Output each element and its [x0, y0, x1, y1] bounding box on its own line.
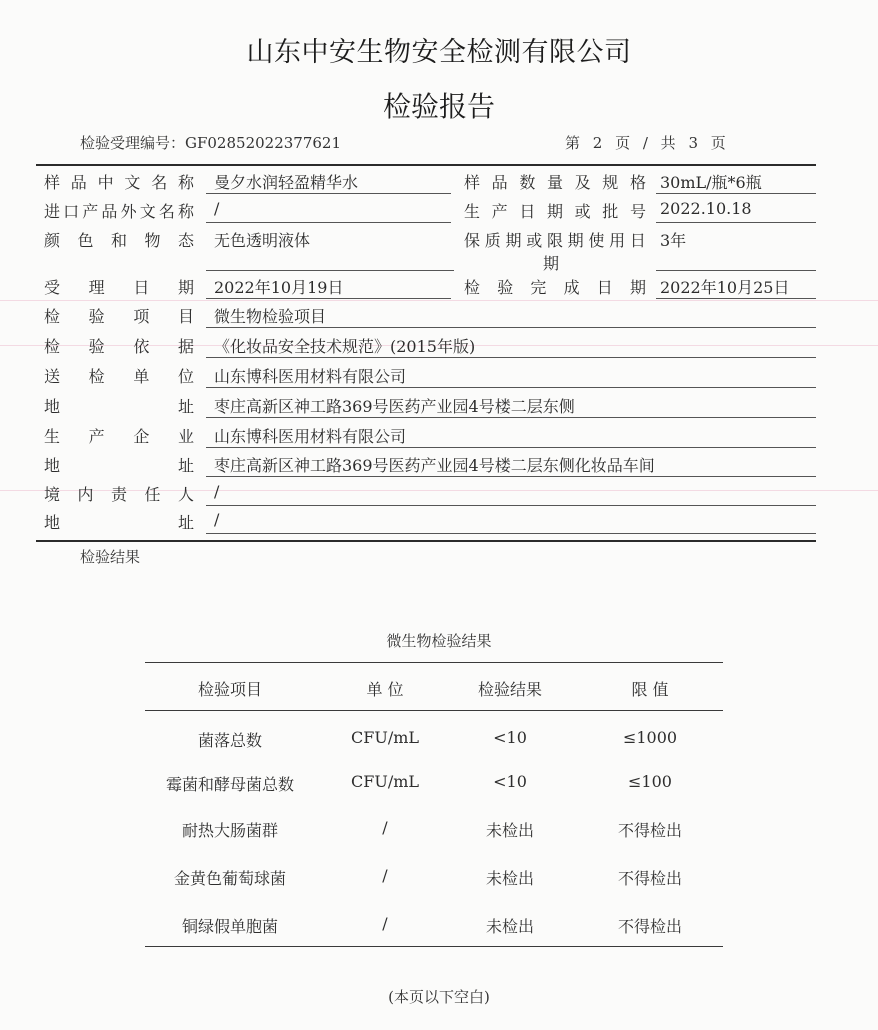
rule [656, 270, 816, 271]
shelf-label-cont: 期 [543, 254, 560, 273]
spread-label [464, 170, 646, 193]
label-char: 态 [177, 231, 194, 250]
table-cell: 耐热大肠菌群 [181, 821, 278, 840]
company-name: 山东中安生物安全检测有限公司 [246, 37, 632, 68]
label-char: 和 [110, 231, 127, 250]
label-char: 物 [144, 231, 161, 250]
label-char: 业 [177, 427, 194, 446]
responsible-address: / [206, 510, 816, 534]
spread-label [44, 453, 194, 476]
label-char: 验 [88, 307, 105, 326]
results-label: 检验结果 [80, 548, 141, 566]
label-char: 文 [139, 202, 156, 221]
table-cell: 未检出 [485, 821, 534, 840]
label-char: 责 [110, 485, 127, 504]
label-char: 文 [124, 173, 141, 192]
label-char: 受 [44, 278, 61, 297]
label-char: 号 [629, 202, 646, 221]
spread-label [44, 424, 194, 447]
sample-quantity: 30mL/瓶*6瓶 [656, 170, 816, 194]
label-char: 使 [588, 231, 605, 250]
label-char: 日 [596, 278, 613, 297]
label-char: 数 [519, 173, 536, 192]
table-cell: ≤1000 [622, 728, 678, 747]
spread-label [44, 394, 194, 417]
label-char: 外 [120, 202, 137, 221]
label-char: 色 [77, 231, 94, 250]
label-char: 完 [530, 278, 547, 297]
label-char: 送 [44, 367, 61, 386]
label-char: 地 [44, 456, 61, 475]
spread-label [464, 199, 646, 222]
label-char: 期 [629, 278, 646, 297]
label-char: 检 [464, 278, 481, 297]
accept-number: 检验受理编号：GF02852022377621 [80, 134, 341, 152]
table-cell: ≤100 [628, 772, 672, 791]
production-date: 2022.10.18 [656, 199, 816, 223]
label-char: 用 [609, 231, 626, 250]
table-header-cell: 限 值 [631, 680, 669, 699]
label-char: 产 [82, 202, 99, 221]
test-basis: 《化妆品安全技术规范》(2015年版) [206, 334, 816, 358]
label-char: 内 [77, 485, 94, 504]
responsible-person: / [206, 482, 816, 506]
label-char: 境 [44, 485, 61, 504]
spread-label [464, 228, 646, 251]
label-char: 样 [464, 173, 481, 192]
table-header-cell: 检验结果 [477, 680, 542, 699]
test-item: 微生物检验项目 [206, 304, 816, 328]
label-char: 保 [464, 231, 481, 250]
label-char: 称 [177, 173, 194, 192]
shelf-life: 3年 [660, 231, 687, 250]
label-char: 品 [491, 173, 508, 192]
label-char: 单 [133, 367, 150, 386]
label-char: 依 [133, 337, 150, 356]
product-name: 曼夕水润轻盈精华水 [206, 170, 451, 194]
label-char: 批 [602, 202, 619, 221]
spread-label [464, 275, 646, 298]
label-char: 位 [177, 367, 194, 386]
label-char: 检 [44, 337, 61, 356]
label-char: 据 [177, 337, 194, 356]
label-char: 规 [602, 173, 619, 192]
manufacturer: 山东博科医用材料有限公司 [206, 424, 816, 448]
spread-label [44, 482, 194, 505]
table-cell: CFU/mL [350, 728, 419, 747]
table-cell: 未检出 [485, 869, 534, 888]
table-cell: 不得检出 [617, 869, 682, 888]
report-title: 检验报告 [382, 90, 495, 123]
label-char: 限 [546, 231, 563, 250]
label-char: 验 [88, 337, 105, 356]
label-char: 期 [177, 278, 194, 297]
label-char: 名 [158, 202, 175, 221]
label-char: 名 [151, 173, 168, 192]
rule [206, 270, 454, 271]
label-char: 检 [88, 367, 105, 386]
table-top-rule [145, 662, 723, 663]
label-char: 地 [44, 397, 61, 416]
sender-address: 枣庄高新区神工路369号医药产业园4号楼二层东侧 [206, 394, 816, 418]
table-cell: / [382, 914, 388, 933]
label-char: 称 [177, 202, 194, 221]
label-char: 人 [177, 485, 194, 504]
sender-unit: 山东博科医用材料有限公司 [206, 364, 816, 388]
label-char: 验 [497, 278, 514, 297]
spread-label [44, 228, 194, 251]
info-top-rule [36, 164, 816, 166]
label-char: 生 [464, 202, 481, 221]
label-char: 质 [484, 231, 501, 250]
table-cell: 不得检出 [617, 821, 682, 840]
spread-label [44, 334, 194, 357]
label-char: 日 [519, 202, 536, 221]
table-cell: 不得检出 [617, 917, 682, 936]
spread-label [44, 170, 194, 193]
table-cell: / [382, 818, 388, 837]
table-cell: 菌落总数 [197, 731, 262, 750]
table-cell: 未检出 [485, 917, 534, 936]
color-state: 无色透明液体 [214, 231, 311, 250]
label-char: 品 [101, 202, 118, 221]
label-char: 项 [133, 307, 150, 326]
label-char: 及 [574, 173, 591, 192]
spread-label [44, 275, 194, 298]
label-char: 日 [629, 231, 646, 250]
table-cell: CFU/mL [350, 772, 419, 791]
table-cell: <10 [493, 772, 527, 791]
manufacturer-address: 枣庄高新区神工路369号医药产业园4号楼二层东侧化妆品车间 [206, 453, 816, 477]
page-indicator: 第 2 页 / 共 3 页 [565, 134, 730, 152]
label-char: 生 [44, 427, 61, 446]
label-char: 目 [177, 307, 194, 326]
label-char: 地 [44, 513, 61, 532]
label-char: 期 [505, 231, 522, 250]
table-header-rule [145, 710, 723, 711]
blank-note: (本页以下空白) [388, 988, 490, 1006]
spread-label [44, 304, 194, 327]
table-caption: 微生物检验结果 [386, 632, 492, 650]
table-cell: 金黄色葡萄球菌 [173, 869, 286, 888]
table-header-cell: 单 位 [366, 680, 404, 699]
label-char: 检 [44, 307, 61, 326]
foreign-name: / [206, 199, 451, 223]
label-char: 址 [177, 513, 194, 532]
finish-date: 2022年10月25日 [656, 275, 816, 299]
label-char: 量 [546, 173, 563, 192]
spread-label [44, 510, 194, 533]
label-char: 进 [44, 202, 61, 221]
label-char: 颜 [44, 231, 61, 250]
label-char: 口 [63, 202, 80, 221]
label-char: 企 [133, 427, 150, 446]
label-char: 日 [133, 278, 150, 297]
table-bottom-rule [145, 946, 723, 947]
label-char: 任 [144, 485, 161, 504]
table-cell: <10 [493, 728, 527, 747]
table-header-cell: 检验项目 [197, 680, 262, 699]
table-cell: 霉菌和酵母菌总数 [165, 775, 294, 794]
table-cell: / [382, 866, 388, 885]
label-char: 或 [574, 202, 591, 221]
label-char: 中 [97, 173, 114, 192]
label-char: 品 [70, 173, 87, 192]
info-bottom-rule [36, 540, 816, 542]
table-cell: 铜绿假单胞菌 [181, 917, 278, 936]
scan-line [0, 300, 878, 301]
label-char: 理 [88, 278, 105, 297]
label-char: 期 [546, 202, 563, 221]
label-char: 产 [491, 202, 508, 221]
label-char: 产 [88, 427, 105, 446]
label-char: 址 [177, 456, 194, 475]
label-char: 样 [44, 173, 61, 192]
accept-date: 2022年10月19日 [206, 275, 451, 299]
label-char: 格 [629, 173, 646, 192]
label-char: 期 [567, 231, 584, 250]
spread-label [44, 364, 194, 387]
spread-label [44, 199, 194, 222]
label-char: 成 [563, 278, 580, 297]
label-char: 或 [526, 231, 543, 250]
label-char: 址 [177, 397, 194, 416]
